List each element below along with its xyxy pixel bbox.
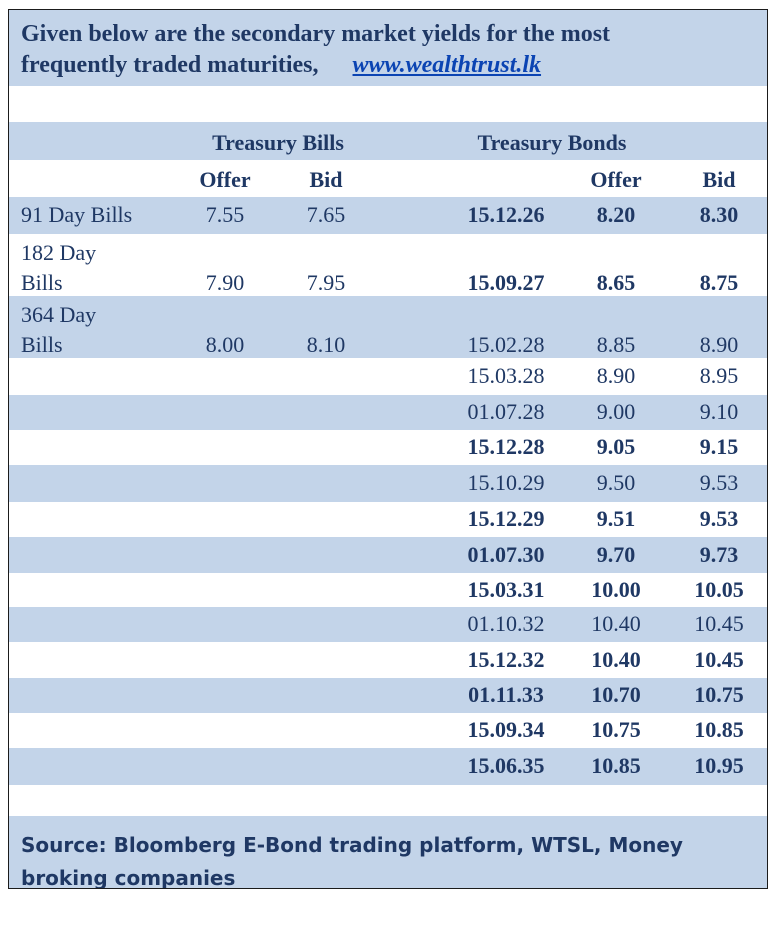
table-row	[9, 642, 767, 678]
bond-bid-cell: 10.85	[694, 717, 744, 742]
wealthtrust-link[interactable]: www.wealthtrust.lk	[352, 52, 542, 78]
bill-offer-cell: 7.55	[205, 202, 245, 227]
bond-bid-cell: 8.90	[699, 332, 739, 357]
table-row	[9, 573, 767, 607]
bond-maturity-cell: 01.10.32	[467, 611, 545, 636]
table-row	[9, 502, 767, 537]
bill-bid-cell: 8.10	[306, 332, 346, 357]
bond-offer-cell: 10.85	[591, 753, 641, 778]
bill-bid-header: Bid	[309, 167, 343, 192]
bill-offer-header: Offer	[199, 167, 251, 192]
sub-header-row	[9, 160, 767, 197]
bill-offer-cell: 7.90	[205, 270, 245, 295]
bond-bid-cell: 8.75	[699, 270, 739, 295]
bond-bid-cell: 10.45	[694, 611, 744, 636]
bill-offer-cell: 8.00	[205, 332, 245, 357]
bond-offer-cell: 10.40	[591, 611, 641, 636]
page-title	[21, 19, 761, 81]
bond-maturity-cell: 15.09.27	[467, 270, 545, 295]
bond-maturity-cell: 15.03.28	[467, 363, 545, 388]
bond-offer-cell: 10.40	[591, 647, 641, 672]
table-row	[9, 395, 767, 430]
bond-offer-header: Offer	[590, 167, 642, 192]
bill-bid-cell: 7.95	[306, 270, 346, 295]
bond-offer-cell: 10.70	[591, 682, 641, 707]
bill-label: 182 Day Bills	[21, 240, 97, 295]
group-header-band	[9, 122, 767, 160]
title-line2: frequently traded maturities,	[21, 52, 319, 78]
bond-maturity-cell: 15.02.28	[467, 332, 545, 357]
bond-bid-cell: 9.10	[699, 399, 739, 424]
bond-offer-cell: 9.05	[596, 434, 636, 459]
table-row	[9, 748, 767, 785]
bond-maturity-cell: 01.11.33	[468, 682, 544, 707]
bond-maturity-cell: 15.03.31	[467, 577, 545, 602]
bond-maturity-cell: 15.12.26	[467, 202, 545, 227]
title-line1: Given below are the secondary market yields for the most	[21, 21, 611, 47]
bond-bid-cell: 10.05	[694, 577, 744, 602]
table-row	[9, 197, 767, 234]
bond-bid-cell: 9.73	[699, 542, 739, 567]
bond-maturity-cell: 15.10.29	[467, 470, 545, 495]
bill-bid-cell: 7.65	[306, 202, 346, 227]
table-row	[9, 465, 767, 502]
header-band	[9, 10, 767, 86]
bond-offer-cell: 10.75	[591, 717, 641, 742]
bond-bid-cell: 9.53	[699, 506, 739, 531]
bond-offer-cell: 9.50	[596, 470, 636, 495]
bond-bid-cell: 10.75	[694, 682, 744, 707]
table-row	[9, 678, 767, 713]
table-row	[9, 358, 767, 395]
bond-offer-cell: 8.65	[596, 270, 636, 295]
bond-maturity-cell: 15.12.32	[467, 647, 545, 672]
bond-offer-cell: 9.70	[596, 542, 636, 567]
bond-bid-cell: 9.15	[699, 434, 739, 459]
bond-bid-cell: 10.95	[694, 753, 744, 778]
bond-maturity-cell: 01.07.30	[467, 542, 545, 567]
bond-maturity-cell: 01.07.28	[467, 399, 545, 424]
bill-label: 91 Day Bills	[21, 202, 133, 227]
bond-maturity-cell: 15.12.28	[467, 434, 545, 459]
bond-offer-cell: 8.90	[596, 363, 636, 388]
bond-bid-cell: 10.45	[694, 647, 744, 672]
bond-offer-cell: 8.85	[596, 332, 636, 357]
source-band	[9, 816, 767, 889]
table-row	[9, 430, 767, 465]
table-row	[9, 607, 767, 642]
bond-bid-cell: 9.53	[699, 470, 739, 495]
yield-table-panel	[8, 9, 768, 889]
bond-offer-cell: 10.00	[591, 577, 641, 602]
table-row	[9, 713, 767, 748]
bill-label: 364 Day Bills	[21, 302, 97, 357]
bond-offer-cell: 9.51	[596, 506, 636, 531]
treasury-bills-header: Treasury Bills	[212, 130, 344, 155]
treasury-bonds-header: Treasury Bonds	[477, 130, 627, 155]
bond-maturity-cell: 15.12.29	[467, 506, 545, 531]
bond-bid-cell: 8.30	[699, 202, 739, 227]
source-note: Source: Bloomberg E-Bond trading platform, WTSL, Money broking companies	[21, 833, 683, 889]
table-row	[9, 537, 767, 573]
bond-offer-cell: 8.20	[596, 202, 636, 227]
bond-maturity-cell: 15.09.34	[467, 717, 545, 742]
bond-offer-cell: 9.00	[596, 399, 636, 424]
bond-maturity-cell: 15.06.35	[467, 753, 545, 778]
table-row	[9, 296, 767, 358]
table-row	[9, 234, 767, 296]
bond-bid-header: Bid	[702, 167, 736, 192]
bond-bid-cell: 8.95	[699, 363, 739, 388]
